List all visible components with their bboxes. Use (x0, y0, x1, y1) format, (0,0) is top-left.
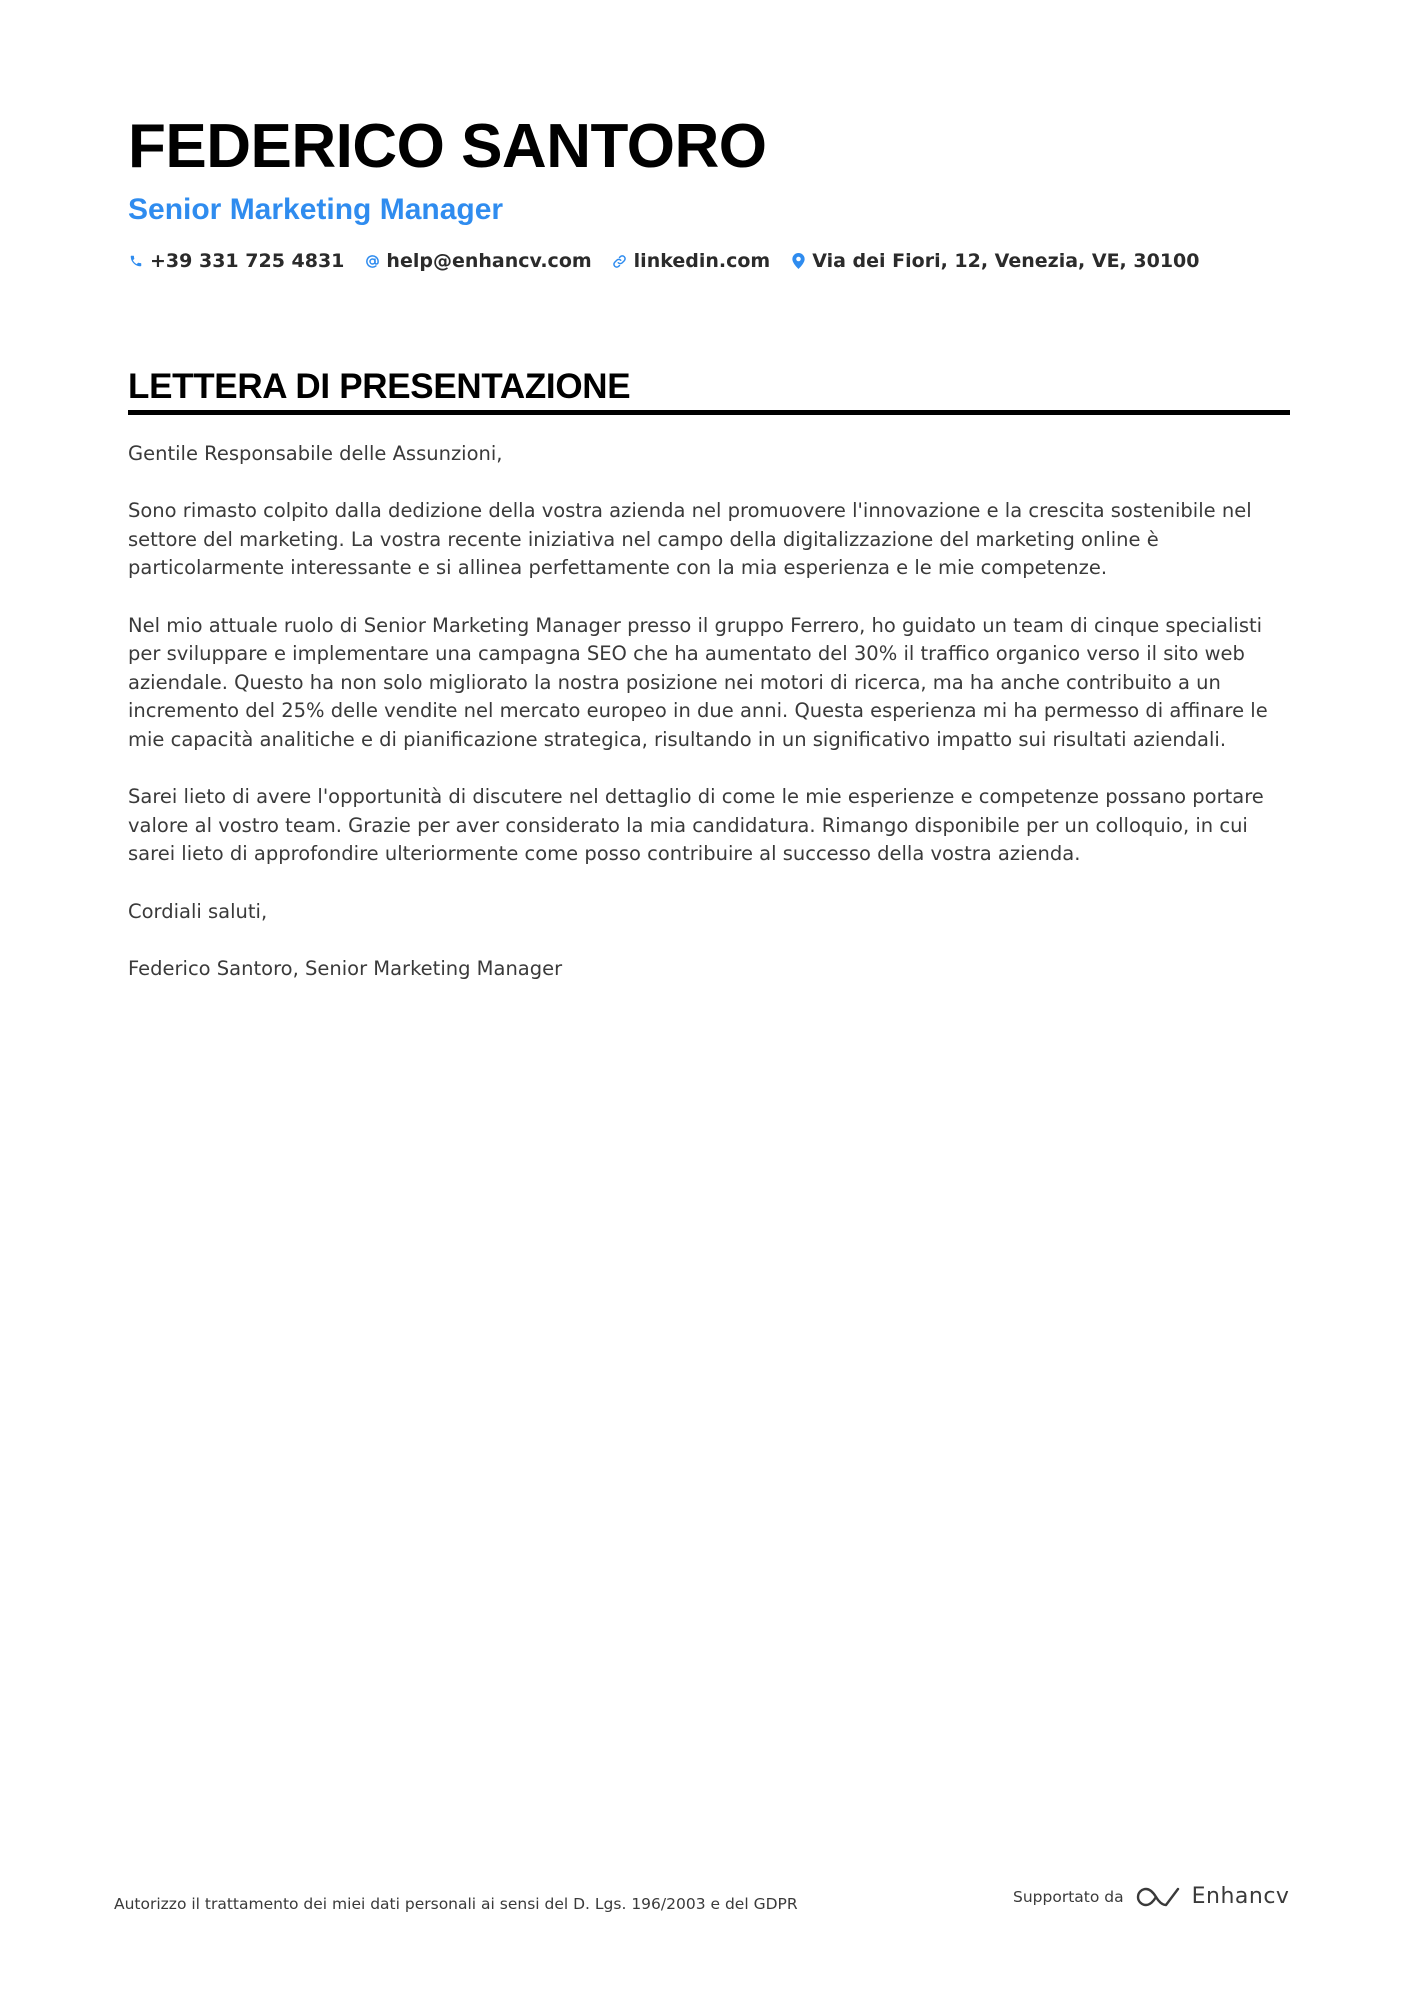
privacy-consent: Autorizzo il trattamento dei miei dati personali ai sensi del D. Lgs. 196/2003 e del GDPR (114, 1895, 798, 1913)
location-pin-icon (790, 252, 806, 270)
brand-name: Enhancv (1191, 1884, 1290, 1909)
postal-address: Via dei Fiori, 12, Venezia, VE, 30100 (812, 250, 1200, 272)
email-address: help@enhancv.com (386, 250, 592, 272)
header (128, 112, 1288, 274)
letter-signature: Federico Santoro, Senior Marketing Manager (128, 956, 563, 980)
section-heading (128, 366, 1290, 415)
contact-phone (128, 248, 344, 274)
letter-closing: Cordiali saluti, (128, 899, 268, 923)
contact-bar (128, 248, 1288, 274)
letter-greeting: Gentile Responsabile delle Assunzioni, (128, 442, 503, 465)
section-title: LETTERA DI PRESENTAZIONE (128, 367, 631, 406)
letter-paragraph: Nel mio attuale ruolo di Senior Marketing Manager presso il gruppo Ferrero, ho guidato un team di cinque specialisti per sviluppare e implementare una campagna SEO che ha aumentato del 30% il traffico organico verso il sito web aziendale. Questo ha non solo migliorato la nostra posizione nei motori di ricerca, ma ha anche contribuito a un incremento del 25% delle vendite nel mercato europeo in due anni. Questa esperienza mi ha permesso di affinare le mie capacità analitiche e di pianificazione strategica, risultando in un significativo impatto sui risultati aziendali. (128, 613, 1268, 751)
candidate-name: FEDERICO SANTORO (128, 112, 767, 181)
at-icon (364, 252, 380, 270)
enhancv-logo-icon (1136, 1885, 1182, 1909)
candidate-role: Senior Marketing Manager (128, 193, 504, 226)
section-divider (128, 410, 1290, 415)
letter-paragraph: Sarei lieto di avere l'opportunità di discutere nel dettaglio di come le mie esperienze e competenze possano portare valore al vostro team. Grazie per aver considerato la mia candidatura. Rimango disponibile per un colloquio, in cui sarei lieto di approfondire ulteriormente come posso contribuire al successo della vostra azienda. (128, 785, 1264, 866)
contact-address (790, 248, 1199, 274)
letter-paragraph: Sono rimasto colpito dalla dedizione della vostra azienda nel promuovere l'innovazione e la crescita sostenibile nel settore del marketing. La vostra recente iniziativa nel campo della digitalizzazione del marketing online è particolarmente interessante e si allinea perfettamente con la mia esperienza e le mie competenze. (128, 499, 1252, 580)
powered-by (1013, 1884, 1289, 1909)
linkedin-url: linkedin.com (633, 250, 771, 272)
contact-linkedin (612, 248, 771, 274)
letter-body (128, 440, 1290, 1012)
phone-number: +39 331 725 4831 (150, 250, 345, 272)
contact-email (364, 248, 591, 274)
link-icon (612, 252, 628, 270)
powered-by-label: Supportato da (1013, 1887, 1124, 1906)
phone-icon (128, 252, 144, 270)
